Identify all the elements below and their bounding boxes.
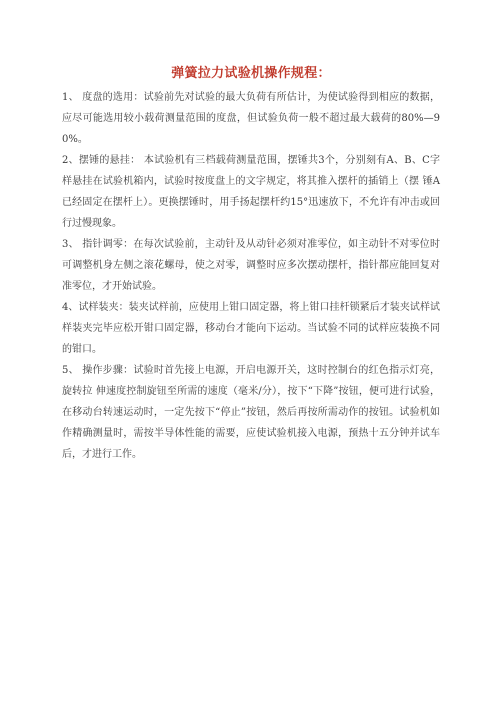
paragraph-pointer-zeroing: 3、 指针调零：在每次试验前，主动针及从动针必须对准零位，如主动针不对零位时可调整机身左侧之滚花螺母，使之对零，调整时应多次摆动摆杆，指针都应能回复对准零位，才开始试验。 — [62, 239, 440, 292]
document-title: 弹簧拉力试验机操作规程： — [171, 66, 331, 81]
paragraph-disk-selection: 1、 度盘的选用：试验前先对试验的最大负荷有所估计，为使试验得到相应的数据，应尽可能选用较小载荷测量范围的度盘，但试验负荷一般不超过最大载荷的80%—90%。 — [62, 92, 440, 145]
paragraph-operation-steps: 5、 操作步骤：试验时首先接上电源，开启电源开关，这时控制台的红色指示灯亮，旋转拉 伸速度控制旋钮至所需的速度（毫米/分），按下“下降”按钮，便可进行试验，在移动台转速运动时，一定先按下“停止”按钮，然后再按所需动作的按钮。试验机如作精确测量时，需按半导体性能的需要，应使试验机接入电源，预热十五分钟并试车后，才进行工作。 — [62, 365, 440, 460]
paragraph-pendulum-hanging: 2、摆锤的悬挂： 本试验机有三档载荷测量范围，摆锤共3个，分别刻有A、B、C字样悬挂在试验机箱内，试验时按度盘上的文字规定，将其推入摆杆的插销上（摆 锤A已经固定在摆杆上）。更换摆锤时，用手扬起摆杆约15°迅速放下，不允许有冲击或回行过慢现象。 — [62, 155, 440, 229]
paragraph-specimen-clamping: 4、试样装夹：装夹试样前，应使用上钳口固定器，将上钳口挂杆锁紧后才装夹试样试样装夹完毕应松开钳口固定器，移动台才能向下运动。当试验不同的试样应装换不同的钳口。 — [62, 302, 440, 355]
